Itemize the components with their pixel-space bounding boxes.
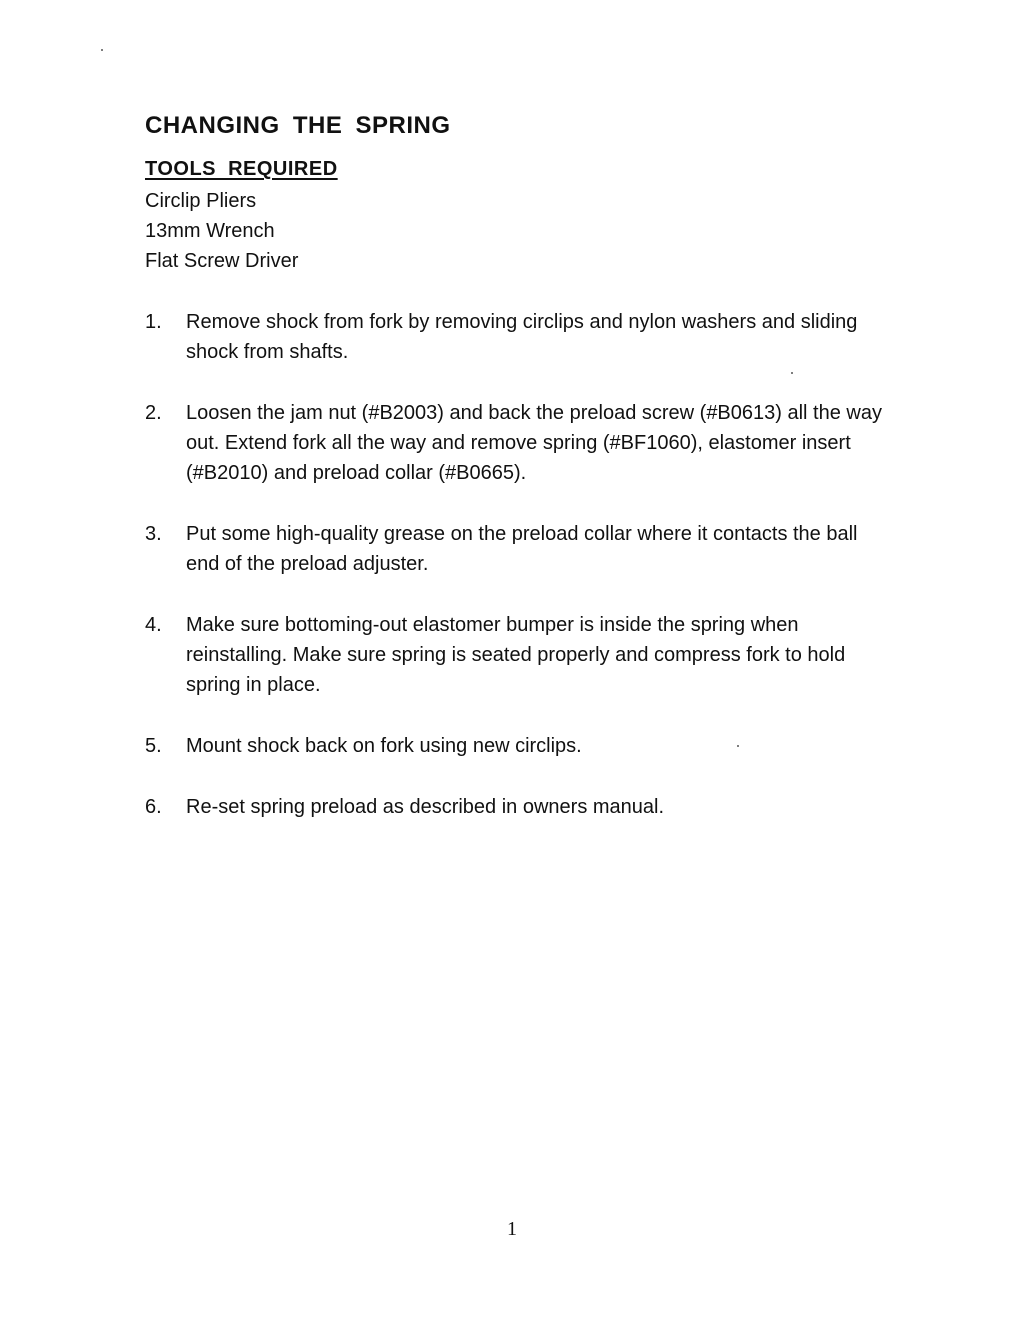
step-number: 4. bbox=[145, 614, 162, 636]
page-title: CHANGING THE SPRING bbox=[145, 112, 451, 139]
step-item bbox=[145, 792, 885, 822]
step-item bbox=[145, 398, 885, 488]
step-text: Remove shock from fork by removing circlips and nylon washers and sliding shock from shafts. bbox=[186, 311, 858, 363]
step-number: 5. bbox=[145, 735, 162, 757]
page-number: 1 bbox=[507, 1218, 517, 1240]
step-number: 3. bbox=[145, 523, 162, 545]
step-item bbox=[145, 610, 885, 700]
step-text: Put some high-quality grease on the preload collar where it contacts the ball end of the preload adjuster. bbox=[186, 523, 858, 575]
step-number: 2. bbox=[145, 402, 162, 424]
tools-required-heading: TOOLS REQUIRED bbox=[145, 158, 338, 180]
step-text: Mount shock back on fork using new circlips. bbox=[186, 735, 582, 757]
tool-item: Circlip Pliers bbox=[145, 190, 257, 212]
tool-item: Flat Screw Driver bbox=[145, 250, 299, 272]
step-item bbox=[145, 519, 885, 579]
step-number: 1. bbox=[145, 311, 162, 333]
scan-speck bbox=[101, 49, 103, 51]
step-text: Make sure bottoming-out elastomer bumper is inside the spring when reinstalling. Make sure spring is seated properly and compress fork to hold spring in place. bbox=[186, 614, 846, 696]
step-number: 6. bbox=[145, 796, 162, 818]
instruction-steps bbox=[145, 307, 885, 853]
step-item bbox=[145, 731, 885, 761]
step-text: Re-set spring preload as described in owners manual. bbox=[186, 796, 665, 818]
tool-item: 13mm Wrench bbox=[145, 220, 275, 242]
tools-list bbox=[145, 186, 298, 276]
step-item bbox=[145, 307, 885, 367]
step-text: Loosen the jam nut (#B2003) and back the preload screw (#B0613) all the way out. Extend fork all the way and remove spring (#BF1060), elastomer insert (#B2010) and preload collar (#B0665). bbox=[186, 402, 882, 484]
